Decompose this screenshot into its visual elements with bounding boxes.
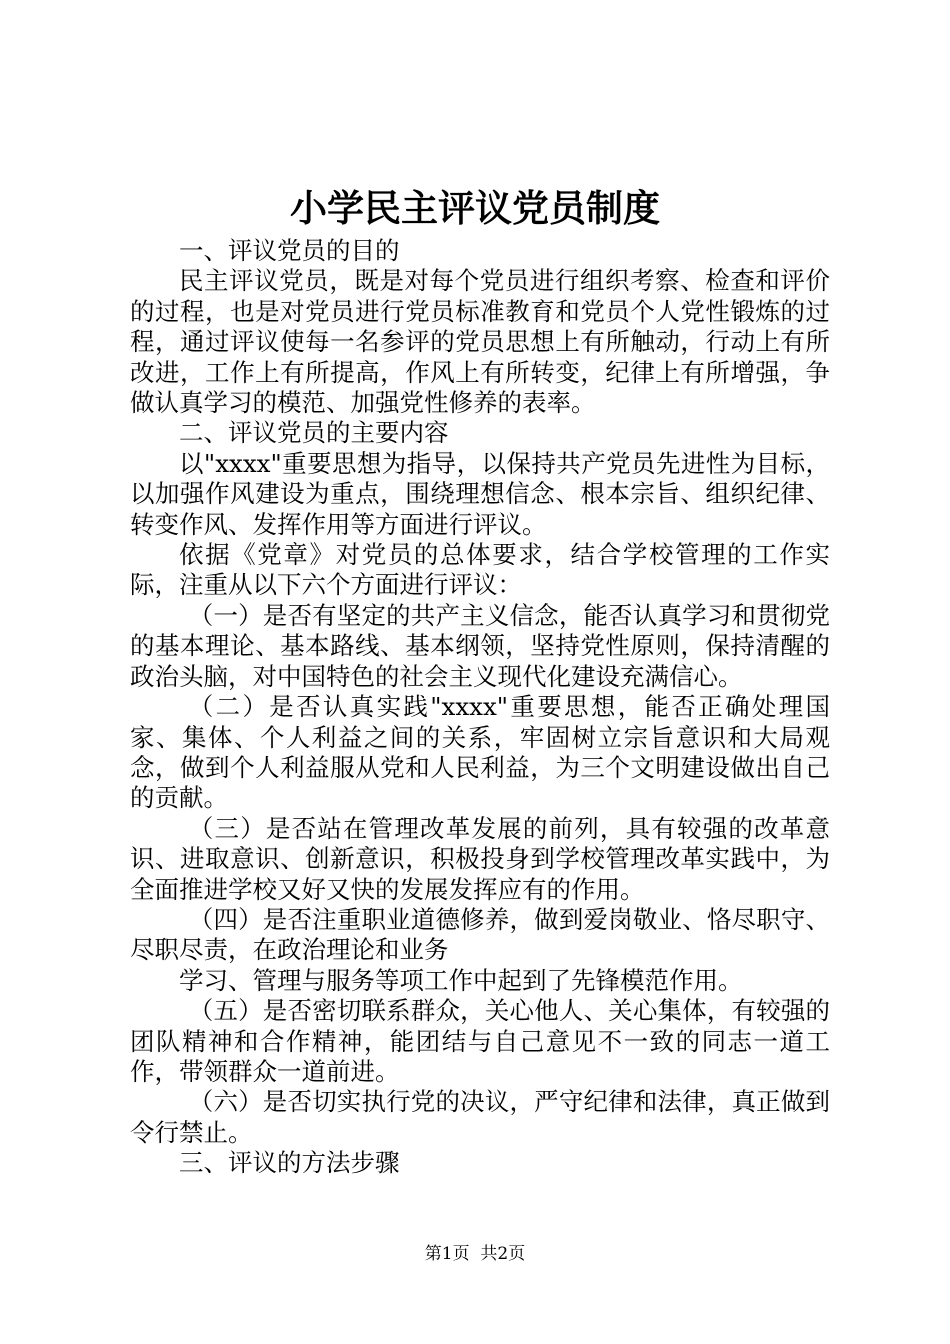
body-paragraph: 学习、管理与服务等项工作中起到了先锋模范作用。 xyxy=(179,965,743,995)
list-item: （四）是否注重职业道德修养，做到爱岗敬业、恪尽职守、尽职尽责，在政治理论和业务 xyxy=(130,904,830,965)
section-heading: 一、评议党员的目的 xyxy=(179,236,400,265)
section-heading: 二、评议党员的主要内容 xyxy=(179,418,449,448)
list-item: （五）是否密切联系群众，关心他人、关心集体，有较强的团队精神和合作精神，能团结与自己意见不一致的同志一道工作，带领群众一道前进。 xyxy=(130,996,830,1086)
page-number-footer: 第1页 共2页 xyxy=(424,1244,526,1264)
section-heading: 三、评议的方法步骤 xyxy=(179,1148,400,1178)
document-body xyxy=(130,236,830,1179)
body-paragraph: 依据《党章》对党员的总体要求，结合学校管理的工作实际，注重从以下六个方面进行评议： xyxy=(130,540,830,600)
body-paragraph: 以"xxxx"重要思想为指导，以保持共产党员先进性为目标，以加强作风建设为重点，围绕理想信念、根本宗旨、组织纪律、转变作风、发挥作用等方面进行评议。 xyxy=(130,448,830,539)
document-title: 小学民主评议党员制度 xyxy=(290,186,660,230)
list-item: （二）是否认真实践"xxxx"重要思想，能否正确处理国家、集体、个人利益之间的关系，牢固树立宗旨意识和大局观念，做到个人利益服从党和人民利益，为三个文明建设做出自己的贡献。 xyxy=(130,692,830,813)
list-item: （一）是否有坚定的共产主义信念，能否认真学习和贯彻党的基本理论、基本路线、基本纲领，坚持党性原则，保持清醒的政治头脑，对中国特色的社会主义现代化建设充满信心。 xyxy=(130,600,830,691)
list-item: （六）是否切实执行党的决议，严守纪律和法律，真正做到令行禁止。 xyxy=(130,1087,830,1147)
list-item: （三）是否站在管理改革发展的前列，具有较强的改革意识、进取意识、创新意识，积极投身到学校管理改革实践中，为全面推进学校又好又快的发展发挥应有的作用。 xyxy=(130,813,830,904)
body-paragraph: 民主评议党员，既是对每个党员进行组织考察、检查和评价的过程，也是对党员进行党员标准教育和党员个人党性锻炼的过程，通过评议使每一名参评的党员思想上有所触动，行动上有所改进，工作上有所提高，作风上有所转变，纪律上有所增强，争做认真学习的模范、加强党性修养的表率。 xyxy=(130,266,830,418)
